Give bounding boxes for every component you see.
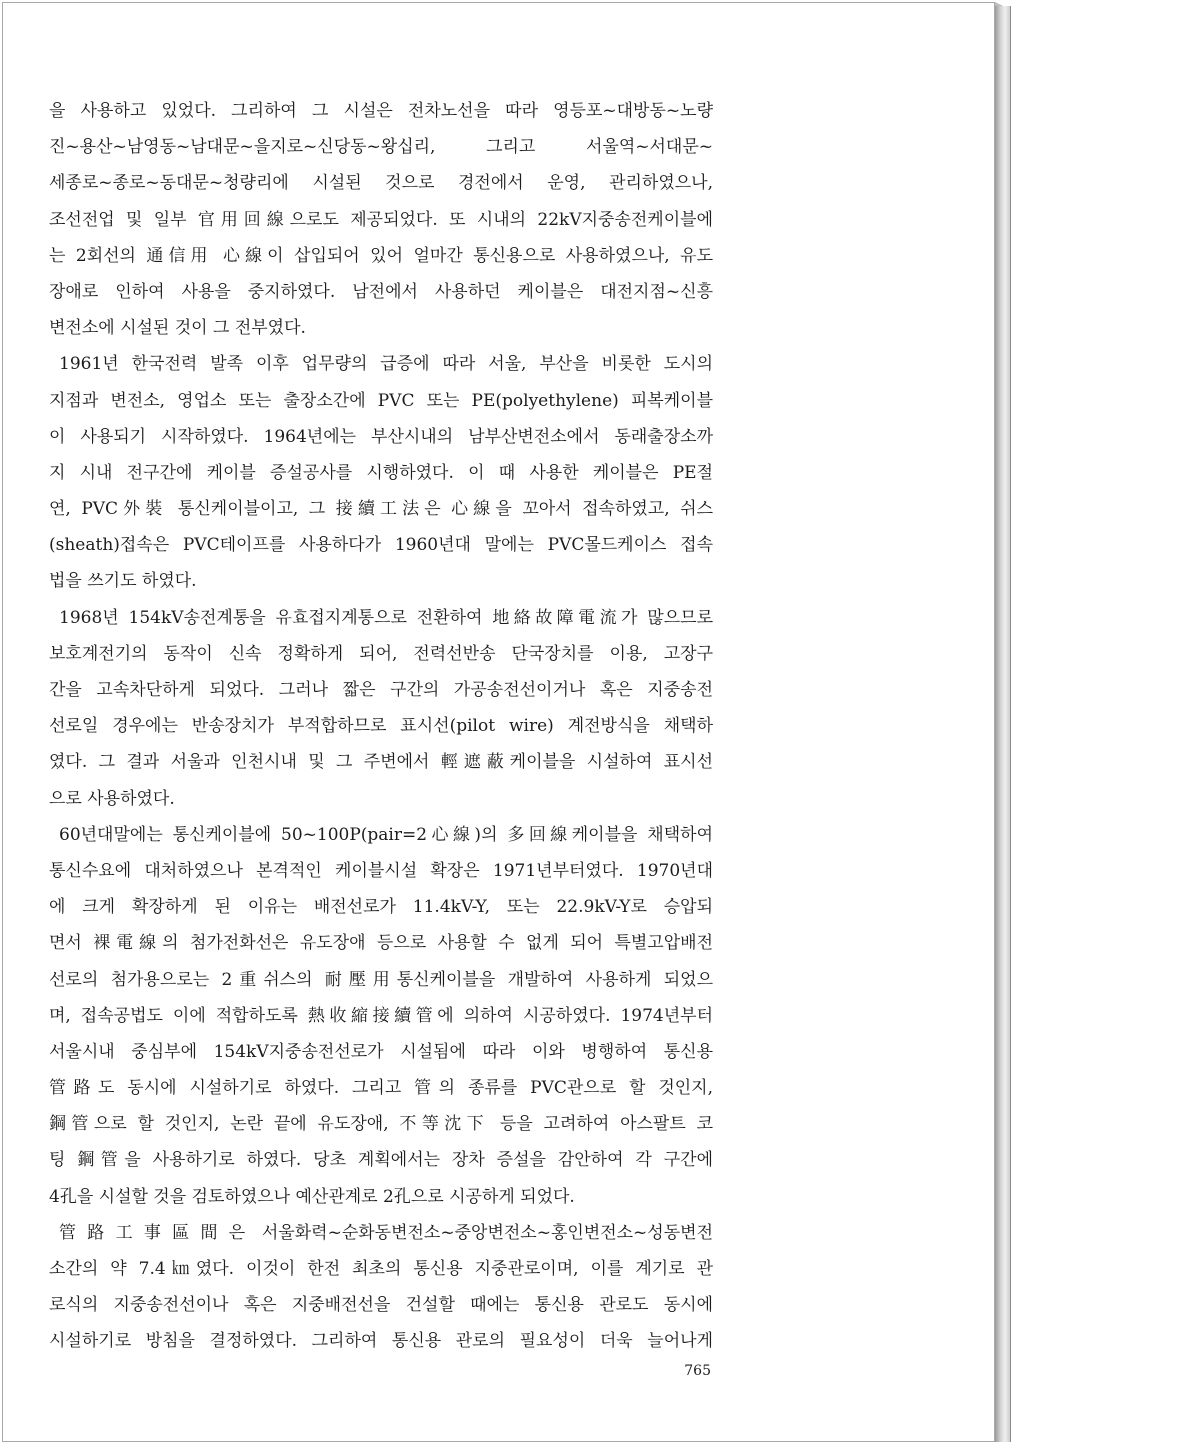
text-line: 통신수요에 대처하였으나 본격적인 케이블시설 확장은 1971년부터였다. 1970년대 — [49, 860, 713, 881]
text-line: 였다. 그 결과 서울과 인천시내 및 그 주변에서 輕遮蔽케이블을 시설하여 표시선 — [49, 752, 713, 773]
text-line: 면서 裸電線의 첨가전화선은 유도장애 등으로 사용할 수 없게 되어 특별고압배전 — [49, 933, 713, 954]
text-line: 연, PVC外裝 통신케이블이고, 그 接續工法은 心線을 꼬아서 접속하였고, 쉬스 — [49, 499, 713, 520]
text-line: 서울시내 중심부에 154kV지중송전선로가 시설됨에 따라 이와 병행하여 통신용 — [49, 1041, 713, 1062]
text-line: 에 크게 확장하게 된 이유는 배전선로가 11.4kV-Y, 또는 22.9kV-Y로 승압되 — [49, 897, 713, 918]
page-number: 765 — [684, 1363, 711, 1379]
text-line: 지점과 변전소, 영업소 또는 출장소간에 PVC 또는 PE(polyethylene) 피복케이블 — [49, 390, 713, 411]
text-line: 60년대말에는 통신케이블에 50~100P(pair=2心線)의 多回線케이블을 채택하여 — [59, 824, 713, 845]
text-line: 선로의 첨가용으로는 2重쉬스의 耐壓用통신케이블을 개발하여 사용하게 되었으 — [49, 969, 713, 990]
text-line: 시설하기로 방침을 결정하였다. 그리하여 통신용 관로의 필요성이 더욱 늘어나게 — [49, 1331, 713, 1352]
text-line: 로식의 지중송전선이나 혹은 지중배전선을 건설할 때에는 통신용 관로도 동시에 — [49, 1295, 713, 1316]
text-line: 1961년 한국전력 발족 이후 업무량의 급증에 따라 서울, 부산을 비롯한 도시의 — [59, 354, 713, 375]
page-stack-edge — [995, 6, 1011, 1442]
text-line: 법을 쓰기도 하였다. — [49, 571, 197, 592]
text-line: 며, 접속공법도 이에 적합하도록 熱收縮接續管에 의하여 시공하였다. 1974년부터 — [49, 1005, 713, 1026]
text-line: 간을 고속차단하게 되었다. 그러나 짧은 구간의 가공송전선이거나 혹은 지중송전 — [49, 680, 713, 700]
text-line: 이 사용되기 시작하였다. 1964년에는 부산시내의 남부산변전소에서 동래출장소까 — [49, 426, 713, 447]
document-page — [2, 2, 995, 1442]
text-line: 1968년 154kV송전계통을 유효접지계통으로 전환하여 地絡故障電流가 많으므로 — [59, 607, 713, 628]
text-line: 鋼管으로 할 것인지, 논란 끝에 유도장애, 不等沈下 등을 고려하여 아스팔트 코 — [49, 1114, 713, 1135]
text-line: 4孔을 시설할 것을 검토하였으나 예산관계로 2孔으로 시공하게 되었다. — [49, 1186, 575, 1207]
text-line: 진~용산~남영동~남대문~을지로~신당동~왕십리, 그리고 서울역~서대문~ — [49, 137, 713, 158]
text-line: 선로일 경우에는 반송장치가 부적합하므로 표시선(pilot wire) 계전방식을 채택하 — [49, 716, 713, 737]
text-line: 팅 鋼管을 사용하기로 하였다. 당초 계획에서는 장차 증설을 감안하여 각 구간에 — [49, 1150, 713, 1171]
body-text — [49, 93, 713, 1360]
text-line: 管路工事區間은 서울화력~순화동변전소~중앙변전소~홍인변전소~성동변전 — [59, 1222, 713, 1243]
text-line: 는 2회선의 通信用 心線이 삽입되어 있어 얼마간 통신용으로 사용하였으나, 유도 — [49, 245, 713, 266]
text-line: 보호계전기의 동작이 신속 정확하게 되어, 전력선반송 단국장치를 이용, 고장구 — [49, 643, 713, 664]
text-line: 변전소에 시설된 것이 그 전부였다. — [49, 318, 306, 339]
text-line: 을 사용하고 있었다. 그리하여 그 시설은 전차노선을 따라 영등포~대방동~노량 — [49, 101, 713, 121]
text-line: 으로 사용하였다. — [49, 788, 175, 809]
text-line: 조선전업 및 일부 官用回線으로도 제공되었다. 또 시내의 22kV지중송전케이블에 — [49, 209, 713, 230]
text-line: 세종로~종로~동대문~청량리에 시설된 것으로 경전에서 운영, 관리하였으나, — [49, 173, 713, 194]
text-line: 장애로 인하여 사용을 중지하였다. 남전에서 사용하던 케이블은 대전지점~신흥 — [49, 281, 713, 302]
text-line: 지 시내 전구간에 케이블 증설공사를 시행하였다. 이 때 사용한 케이블은 PE절 — [49, 462, 713, 483]
text-line: 소간의 약 7.4㎞였다. 이것이 한전 최초의 통신용 지중관로이며, 이를 계기로 관 — [49, 1259, 713, 1279]
text-line: (sheath)접속은 PVC테이프를 사용하다가 1960년대 말에는 PVC몰드케이스 접속 — [49, 535, 713, 556]
text-line: 管路도 동시에 시설하기로 하였다. 그리고 管의 종류를 PVC관으로 할 것인지, — [49, 1078, 713, 1099]
